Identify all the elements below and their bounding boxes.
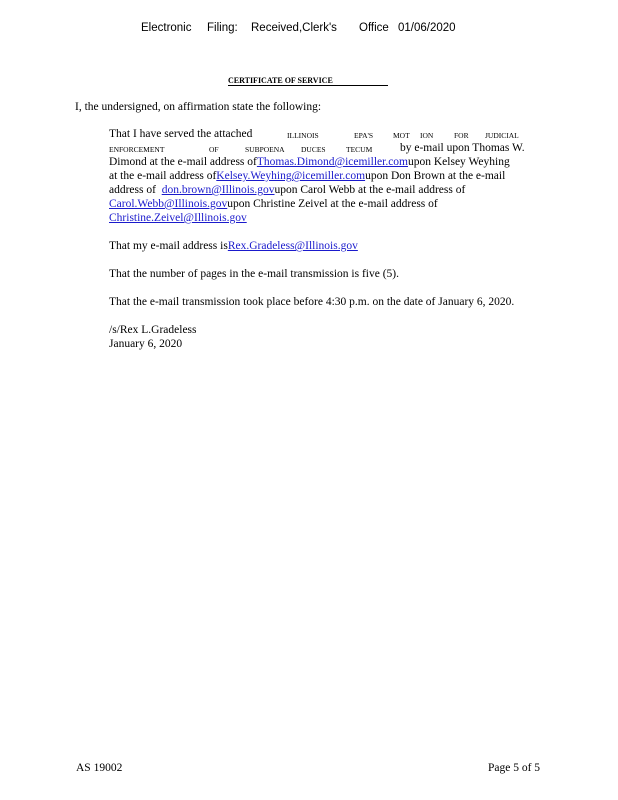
header-office: Office xyxy=(359,22,389,34)
para1-line4 xyxy=(109,170,545,182)
para1-l3b: upon Kelsey Weyhing xyxy=(408,156,510,168)
doc-word: EPA'S xyxy=(354,131,374,140)
para1-by-email: by e-mail upon Thomas W. xyxy=(400,142,525,154)
email-link-brown[interactable]: don.brown@Illinois.gov xyxy=(161,184,275,196)
para2 xyxy=(109,240,545,252)
certificate-title: CERTIFICATE OF SERVICE xyxy=(228,76,333,85)
doc-word: ENFORCEMENT xyxy=(109,145,165,154)
para1-line5 xyxy=(109,184,545,196)
para1-l3a: Dimond at the e-mail address of xyxy=(109,156,257,168)
para2-text: That my e-mail address is xyxy=(109,240,228,252)
header-filing: Filing: xyxy=(207,22,238,34)
header-date: 01/06/2020 xyxy=(398,22,456,34)
signature: /s/Rex L.Gradeless xyxy=(109,324,197,336)
doc-word: FOR xyxy=(454,131,469,140)
email-link-gradeless[interactable]: Rex.Gradeless@Illinois.gov xyxy=(227,240,358,252)
doc-word: DUCES xyxy=(301,145,326,154)
para1-l6b: upon Christine Zeivel at the e-mail address of xyxy=(227,198,438,210)
intro-text: I, the undersigned, on affirmation state the following: xyxy=(75,101,322,113)
para1-line6 xyxy=(109,198,545,210)
doc-word: MOT xyxy=(393,131,410,140)
page-number: Page 5 of 5 xyxy=(488,762,541,774)
para1-l4a: at the e-mail address of xyxy=(109,170,217,182)
email-link-weyhing[interactable]: Kelsey.Weyhing@icemiller.com xyxy=(216,170,366,182)
doc-word: ION xyxy=(420,131,434,140)
email-link-dimond[interactable]: Thomas.Dimond@icemiller.com xyxy=(256,156,408,168)
header-electronic: Electronic xyxy=(141,22,192,34)
footer-left: AS 19002 xyxy=(76,762,123,774)
title-underline xyxy=(228,85,388,86)
para1-line3 xyxy=(109,156,545,168)
para1-l5a: address of xyxy=(109,184,156,196)
email-link-webb[interactable]: Carol.Webb@Illinois.gov xyxy=(109,198,228,210)
doc-word: ILLINOIS xyxy=(287,131,319,140)
para1-prefix: That I have served the attached xyxy=(109,128,253,140)
para1-line7 xyxy=(109,212,545,224)
doc-word: OF xyxy=(209,145,219,154)
para1-l4b: upon Don Brown at the e-mail xyxy=(365,170,506,182)
para3: That the number of pages in the e-mail transmission is five (5). xyxy=(109,268,399,280)
email-link-zeivel[interactable]: Christine.Zeivel@Illinois.gov xyxy=(109,212,247,224)
doc-word: SUBPOENA xyxy=(245,145,285,154)
para1-line1 xyxy=(109,128,545,140)
para1-l5b: upon Carol Webb at the e-mail address of xyxy=(274,184,466,196)
para4: That the e-mail transmission took place before 4:30 p.m. on the date of January 6, 2020. xyxy=(109,296,515,308)
doc-word: TECUM xyxy=(346,145,373,154)
doc-word: JUDICIAL xyxy=(485,131,519,140)
signature-date: January 6, 2020 xyxy=(109,338,183,350)
header-received-clerks: Received,Clerk's xyxy=(251,22,337,34)
